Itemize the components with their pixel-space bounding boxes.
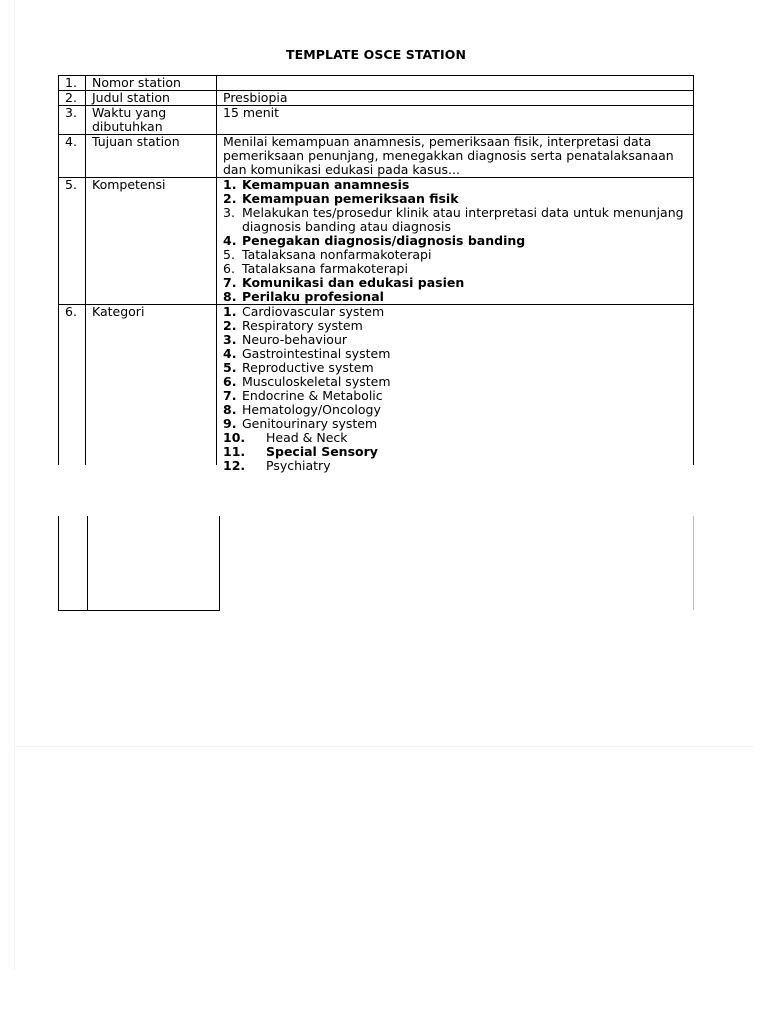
table-row	[59, 135, 694, 178]
table-row	[59, 305, 694, 466]
document-title: TEMPLATE OSCE STATION	[285, 47, 467, 62]
list-item: 11. Special Sensory	[223, 444, 378, 459]
list-item: 5. Tatalaksana nonfarmakoterapi	[223, 247, 432, 262]
list-item: 8. Hematology/Oncology	[223, 402, 381, 417]
row-number: 2.	[59, 91, 86, 106]
list-item: 4. Gastrointestinal system	[223, 346, 391, 361]
kompetensi-list-cell	[217, 178, 694, 305]
row-label: Nomor station	[86, 76, 217, 91]
kategori-list	[223, 305, 689, 473]
row-value: 15 menit	[217, 106, 694, 135]
table-border	[693, 516, 694, 610]
row-number: 5.	[59, 178, 86, 305]
list-item: 7. Komunikasi dan edukasi pasien	[223, 275, 465, 290]
list-item: 3. Melakukan tes/prosedur klinik atau interpretasi data untuk menunjang diagnosis banding atau diagnosis	[223, 205, 684, 234]
row-value	[217, 76, 694, 91]
list-item: 2. Kemampuan pemeriksaan fisik	[223, 191, 459, 206]
row-label: Kategori	[86, 305, 217, 466]
page-separator	[14, 746, 754, 747]
kategori-list-cell	[217, 304, 694, 473]
row-number: 1.	[59, 76, 86, 91]
table-cell	[58, 516, 88, 611]
list-item: 12. Psychiatry	[223, 458, 331, 473]
row-number: 3.	[59, 106, 86, 135]
row-label: Waktu yang dibutuhkan	[86, 106, 217, 135]
table-row	[59, 76, 694, 91]
list-item: 2. Respiratory system	[223, 318, 363, 333]
osce-table	[58, 75, 694, 473]
row-value: Menilai kemampuan anamnesis, pemeriksaan fisik, interpretasi data pemeriksaan penunjang, menegakkan diagnosis serta penatalaksanaan dan komunikasi edukasi pada kasus...	[217, 135, 694, 178]
list-item: 8. Perilaku profesional	[223, 289, 384, 304]
table-row	[59, 178, 694, 305]
row-number: 4.	[59, 135, 86, 178]
list-item: 6. Musculoskeletal system	[223, 374, 391, 389]
list-item: 9. Genitourinary system	[223, 416, 378, 431]
kompetensi-list	[223, 178, 689, 304]
row-number: 6.	[59, 305, 86, 466]
row-label: Tujuan station	[86, 135, 217, 178]
list-item: 7. Endocrine & Metabolic	[223, 388, 383, 403]
row-label: Kompetensi	[86, 178, 217, 305]
row-value: Presbiopia	[217, 91, 694, 106]
list-item: 1. Cardiovascular system	[223, 304, 385, 319]
row-label: Judul station	[86, 91, 217, 106]
table-cell	[87, 516, 220, 611]
list-item: 4. Penegakan diagnosis/diagnosis banding	[223, 233, 526, 248]
table-row	[59, 91, 694, 106]
list-item: 10. Head & Neck	[223, 430, 348, 445]
list-item: 5. Reproductive system	[223, 360, 374, 375]
page-edge	[14, 0, 15, 970]
table-row	[59, 106, 694, 135]
list-item: 1. Kemampuan anamnesis	[223, 177, 410, 192]
table-continuation	[58, 516, 694, 611]
list-item: 3. Neuro-behaviour	[223, 332, 348, 347]
list-item: 6. Tatalaksana farmakoterapi	[223, 261, 408, 276]
